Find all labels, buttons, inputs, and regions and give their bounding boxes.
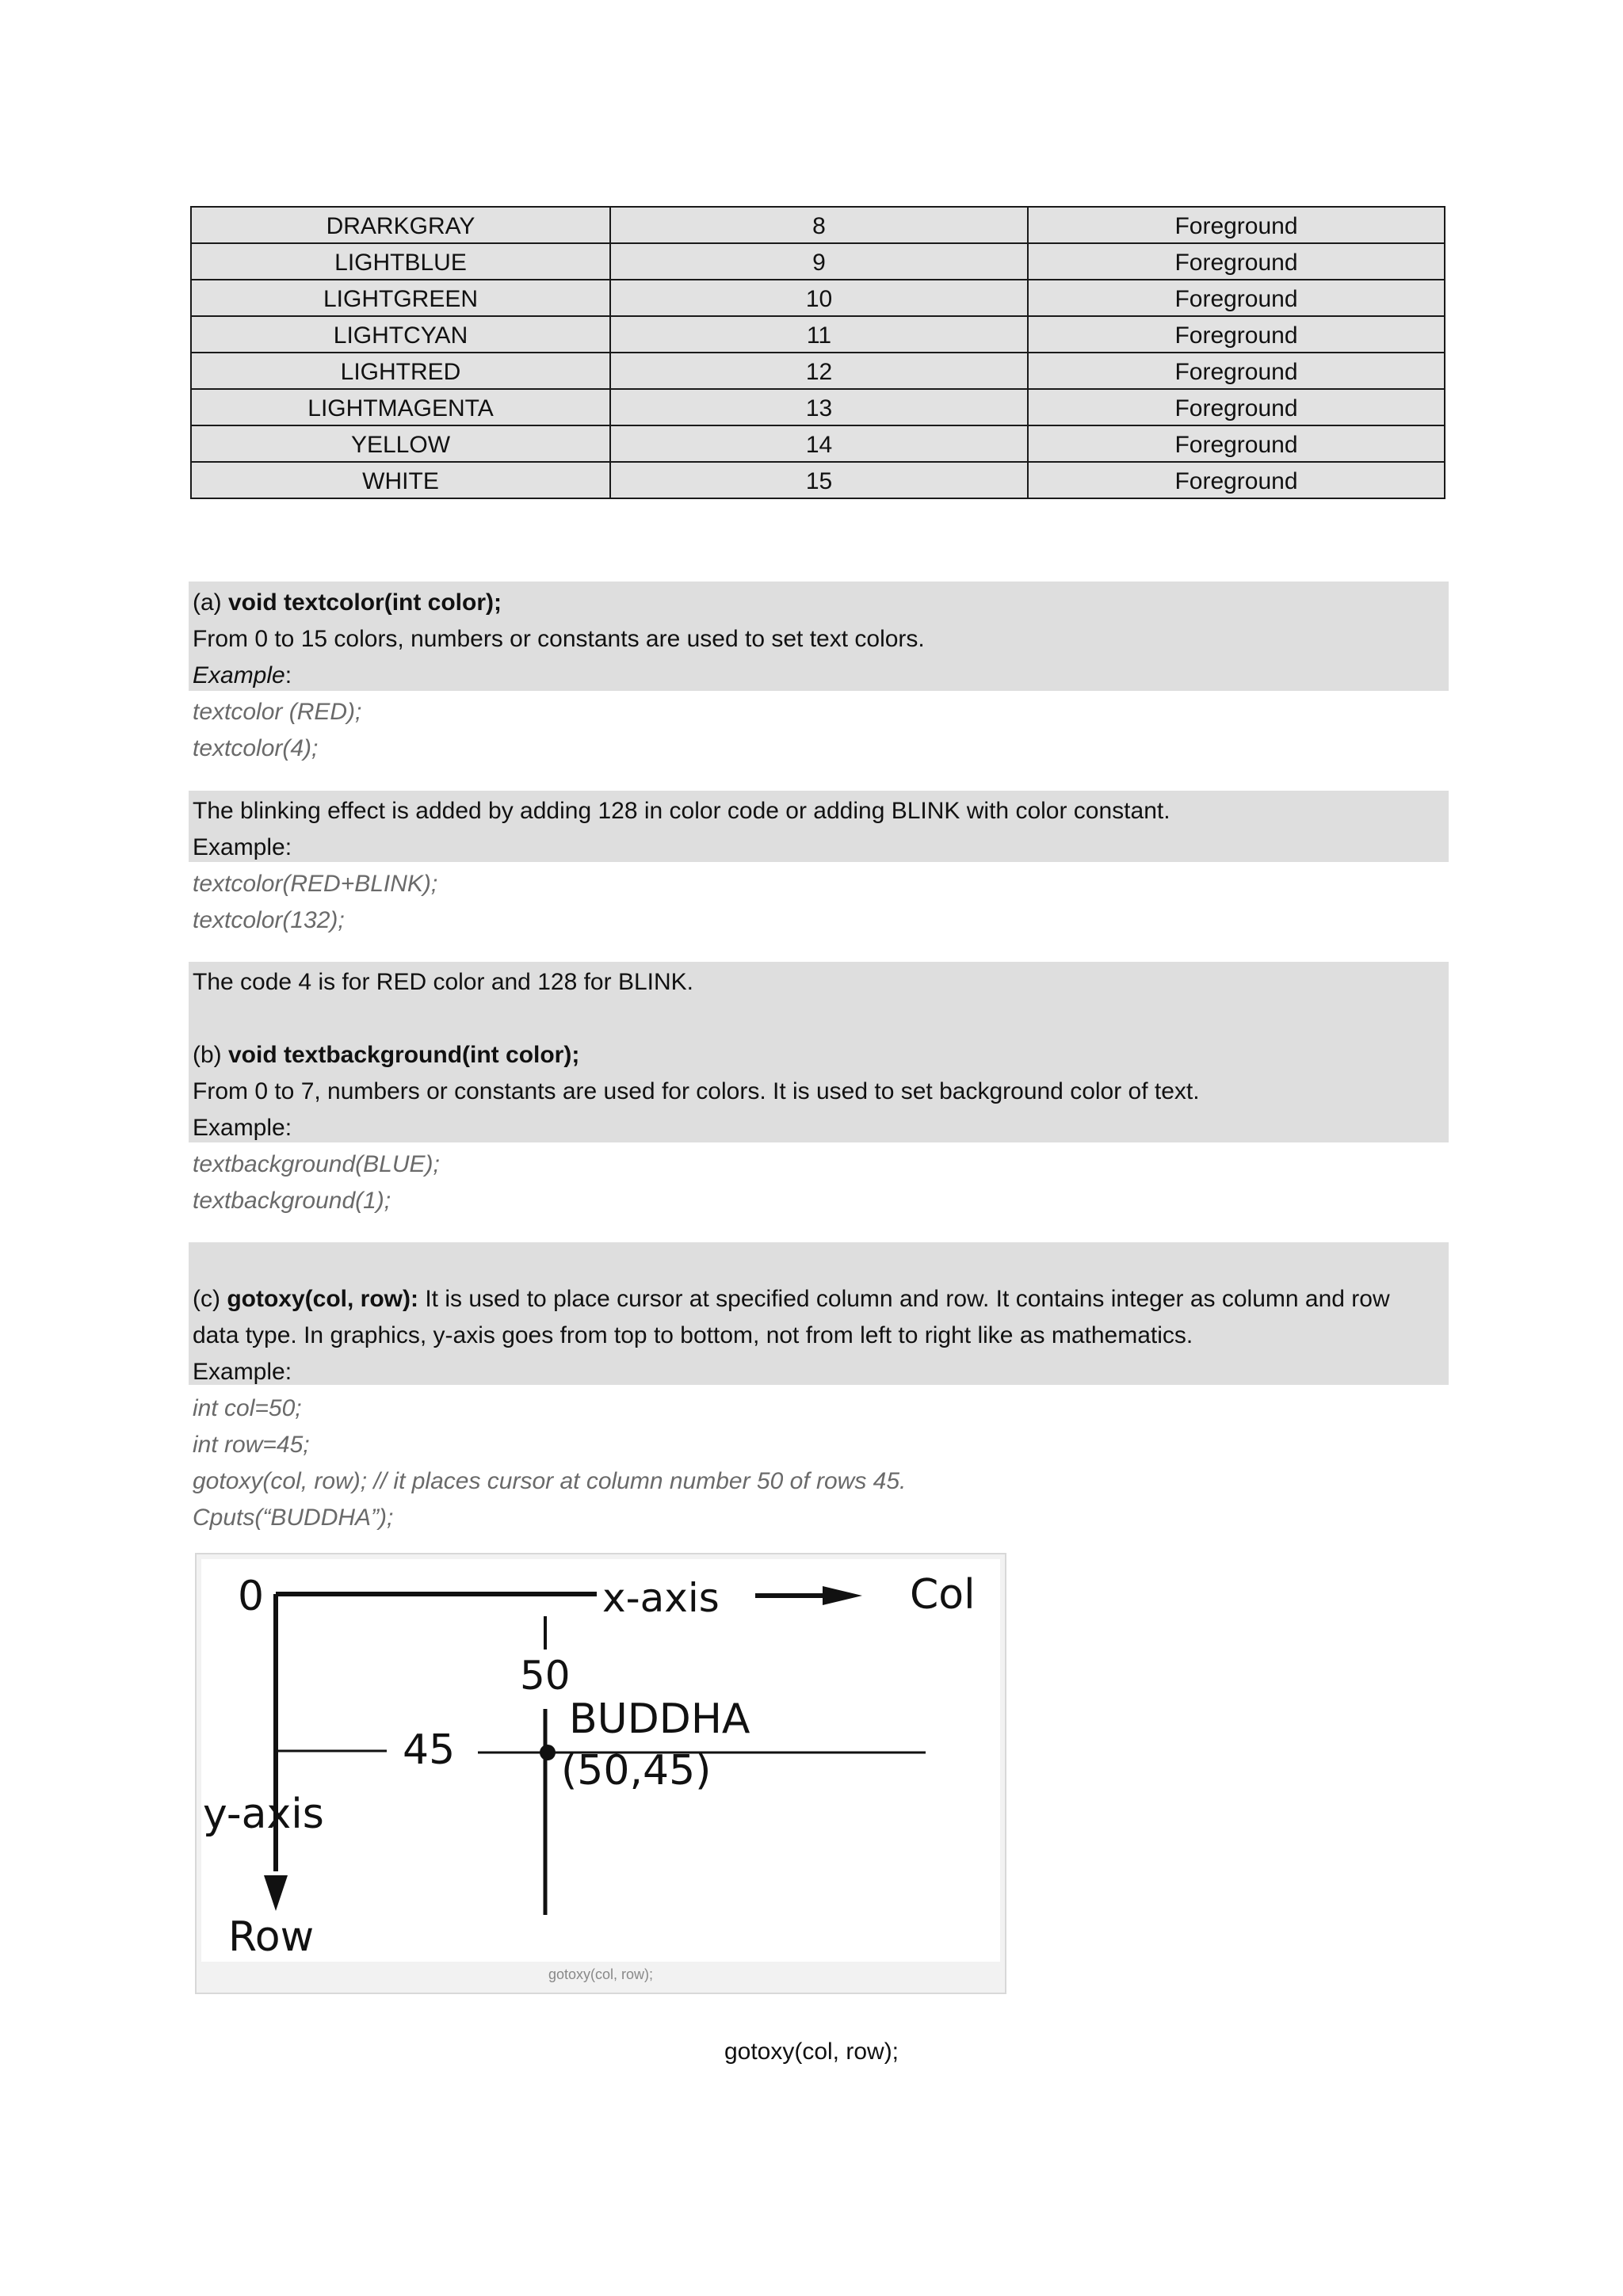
section-c-code-1: int col=50; (193, 1395, 302, 1421)
cursor-point-marker (540, 1745, 556, 1760)
section-c-label: (c) (193, 1286, 227, 1312)
color-type-cell: Foreground (1028, 207, 1445, 243)
blink-code-2: textcolor(132); (193, 907, 345, 933)
color-value-cell: 12 (610, 353, 1028, 389)
section-b-heading (193, 1039, 579, 1071)
color-type-cell: Foreground (1028, 280, 1445, 316)
section-b-label: (b) (193, 1042, 228, 1068)
blink-code-1: textcolor(RED+BLINK); (193, 871, 438, 897)
section-a-example-word: Example (193, 662, 285, 688)
y-axis-label: y-axis (203, 1791, 324, 1838)
section-a-label: (a) (193, 589, 228, 616)
color-type-cell: Foreground (1028, 389, 1445, 425)
color-table-row (191, 389, 1445, 425)
section-c-signature: gotoxy(col, row): (227, 1286, 418, 1312)
gotoxy-diagram (197, 1554, 1005, 1966)
color-table-row (191, 243, 1445, 280)
color-name-cell: YELLOW (191, 425, 610, 462)
color-table-row (191, 280, 1445, 316)
color-table-body (191, 207, 1445, 498)
color-name-cell: LIGHTGREEN (191, 280, 610, 316)
col-axis-label: Col (910, 1571, 976, 1619)
color-value-cell: 15 (610, 462, 1028, 498)
gotoxy-figure (195, 1553, 1006, 1994)
color-type-cell: Foreground (1028, 243, 1445, 280)
section-a-code-2: textcolor(4); (193, 735, 319, 761)
blink-example-label: Example: (193, 834, 292, 860)
color-name-cell: DRARKGRAY (191, 207, 610, 243)
color-value-cell: 11 (610, 316, 1028, 353)
color-table-row (191, 353, 1445, 389)
section-c-heading (193, 1283, 1390, 1315)
section-b-example-label: Example: (193, 1115, 292, 1141)
section-c-code-4: Cputs(“BUDDHA”); (193, 1505, 394, 1531)
section-a-example-colon: : (285, 662, 292, 688)
color-table-row (191, 316, 1445, 353)
section-b-code-1: textbackground(BLUE); (193, 1151, 440, 1177)
color-name-cell: LIGHTCYAN (191, 316, 610, 353)
color-name-cell: LIGHTRED (191, 353, 610, 389)
color-value-cell: 9 (610, 243, 1028, 280)
section-a-heading (193, 587, 502, 619)
figure-caption: gotoxy(col, row); (724, 2039, 899, 2065)
section-c-desc-2: data type. In graphics, y-axis goes from top to bottom, not from left to right like as mathematics. (193, 1322, 1193, 1348)
buddha-label: BUDDHA (569, 1695, 750, 1743)
section-c-desc-1: It is used to place cursor at specified column and row. It contains integer as column and row (418, 1286, 1390, 1312)
section-b-code-2: textbackground(1); (193, 1188, 391, 1214)
color-type-cell: Foreground (1028, 353, 1445, 389)
blink-note: The code 4 is for RED color and 128 for BLINK. (193, 969, 693, 995)
color-type-cell: Foreground (1028, 462, 1445, 498)
section-c-code-3: gotoxy(col, row); // it places cursor at column number 50 of rows 45. (193, 1468, 907, 1494)
x-axis-label: x-axis (602, 1575, 720, 1621)
color-table (190, 206, 1445, 499)
section-c-example-label: Example: (193, 1359, 292, 1385)
section-a-desc: From 0 to 15 colors, numbers or constants are used to set text colors. (193, 626, 925, 652)
point-coordinate-label: (50,45) (561, 1747, 712, 1794)
color-type-cell: Foreground (1028, 316, 1445, 353)
row-value-label: 45 (403, 1726, 456, 1774)
section-b-signature: void textbackground(int color); (228, 1042, 580, 1068)
origin-label: 0 (238, 1573, 265, 1620)
color-value-cell: 8 (610, 207, 1028, 243)
color-table-row (191, 462, 1445, 498)
blink-desc: The blinking effect is added by adding 128 in color code or adding BLINK with color constant. (193, 798, 1170, 824)
section-a-code-1: textcolor (RED); (193, 699, 362, 725)
color-value-cell: 14 (610, 425, 1028, 462)
color-value-cell: 10 (610, 280, 1028, 316)
figure-small-caption: gotoxy(col, row); (548, 1966, 654, 1982)
color-value-cell: 13 (610, 389, 1028, 425)
col-value-label: 50 (520, 1653, 571, 1699)
color-table-row (191, 425, 1445, 462)
section-a-signature: void textcolor(int color); (228, 589, 502, 616)
color-type-cell: Foreground (1028, 425, 1445, 462)
color-name-cell: LIGHTMAGENTA (191, 389, 610, 425)
color-name-cell: LIGHTBLUE (191, 243, 610, 280)
color-table-row (191, 207, 1445, 243)
section-a-example-label (193, 660, 292, 692)
section-b-desc: From 0 to 7, numbers or constants are used for colors. It is used to set background color of text. (193, 1078, 1200, 1104)
section-c-code-2: int row=45; (193, 1432, 310, 1458)
color-name-cell: WHITE (191, 462, 610, 498)
row-axis-label: Row (228, 1913, 315, 1961)
